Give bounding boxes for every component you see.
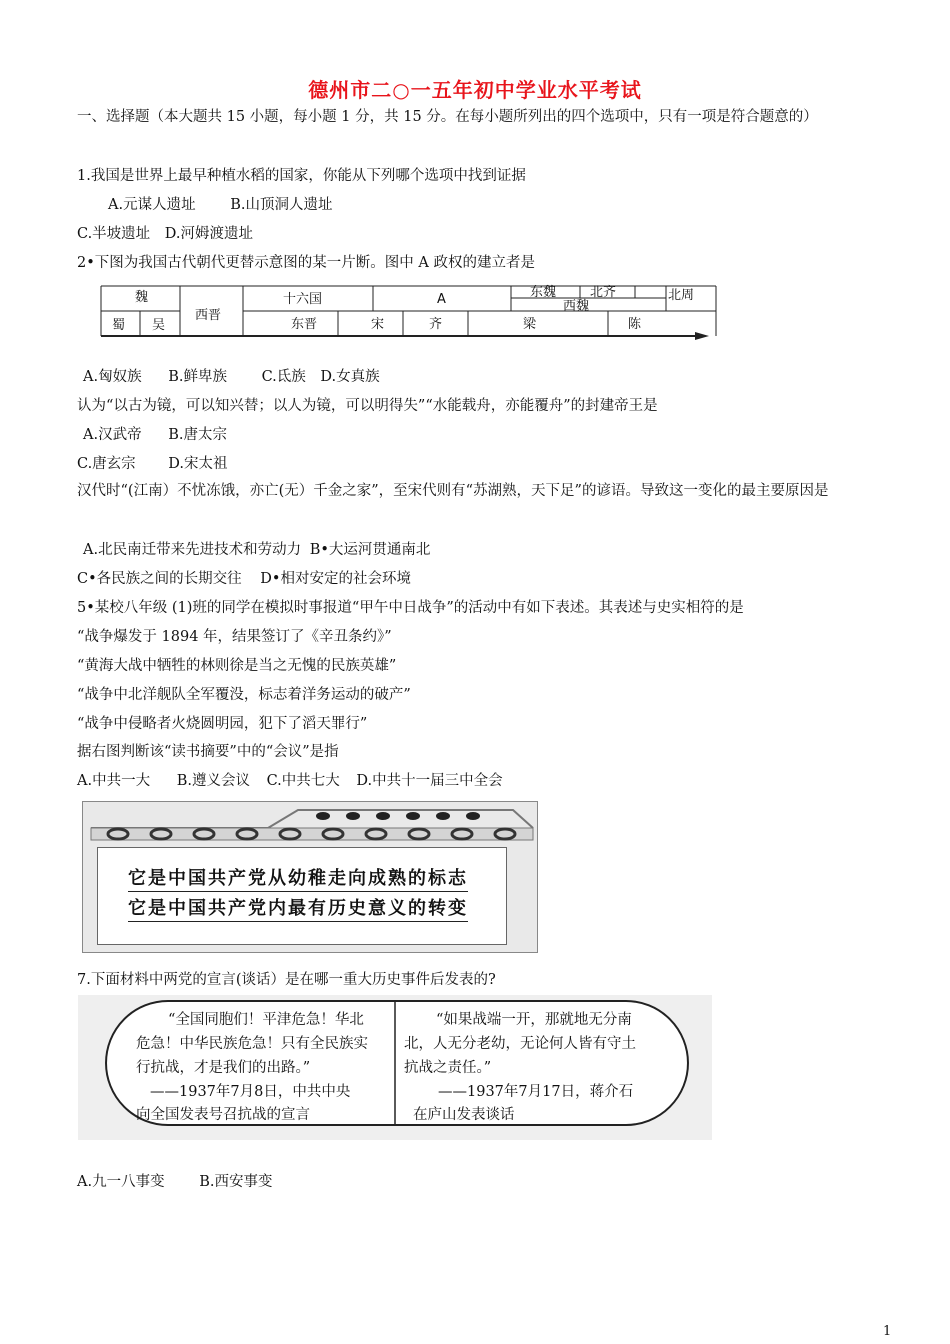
- label-beizhou: 北周: [668, 288, 695, 303]
- option-d[interactable]: D.宋太祖: [168, 456, 228, 472]
- summary-content: [97, 847, 507, 945]
- label-chen: 陈: [628, 317, 642, 332]
- option-c[interactable]: C.氐族: [261, 369, 306, 385]
- timeline-frame: [83, 278, 723, 353]
- label-beiqi: 北齐: [590, 285, 617, 300]
- reading-summary-box: [82, 801, 538, 953]
- question-1-options-row1: [108, 195, 332, 215]
- summary-line-1: 它是中国共产党从幼稚走向成熟的标志: [128, 864, 468, 892]
- label-shu: 蜀: [112, 318, 126, 333]
- option-a[interactable]: A.元谋人遗址: [108, 197, 196, 213]
- option-b[interactable]: B.唐太宗: [168, 427, 227, 443]
- question-7-stem: 7.下面材料中两党的宣言(谈话）是在哪一重大历史事件后发表的?: [77, 972, 496, 988]
- option-c[interactable]: C.唐玄宗: [77, 456, 136, 472]
- question-5-stem: 5•某校八年级 (1)班的同学在模拟时事报道“甲午中日战争”的活动中有如下表述。其表述与史实相符的是: [77, 600, 744, 616]
- label-liang: 梁: [523, 317, 537, 332]
- label-wu: 吴: [152, 318, 166, 333]
- option-a[interactable]: A.汉武帝: [83, 427, 142, 443]
- kmt-speech-line-1: “如果战端一开，那就地无分南: [436, 1012, 632, 1028]
- ccp-declaration-source-2: 向全国发表号召抗战的宣言: [136, 1107, 310, 1123]
- timeline-arrow-head: [695, 332, 709, 340]
- page-title: 德州市二○一五年初中学业水平考试: [308, 78, 642, 102]
- kmt-speech-source-1: ——1937年7月17日，蒋介石: [438, 1084, 634, 1100]
- statement-1[interactable]: “战争爆发于 1894 年，结果签订了《辛丑条约》”: [77, 629, 392, 645]
- question-3-options-row2: [77, 454, 228, 474]
- question-7-options: [77, 1172, 272, 1192]
- section-heading: 一、选择题（本大题共 15 小题，每小题 1 分，共 15 分。在每小题所列出的四个选项中，只有一项是符合题意的）: [77, 109, 818, 125]
- option-d[interactable]: D.女真族: [320, 369, 380, 385]
- statement-3[interactable]: “战争中北洋舰队全军覆没，标志着洋务运动的破产”: [77, 687, 411, 703]
- ccp-declaration-line-3: 行抗战，才是我们的出路。”: [136, 1060, 311, 1076]
- kmt-speech-source-2: 在庐山发表谈话: [413, 1107, 515, 1123]
- question-3-stem: 认为“以古为镜，可以知兴替；以人为镜，可以明得失”“水能载舟，亦能覆舟”的封建帝王是: [77, 398, 658, 414]
- notebook-rings: [83, 802, 539, 848]
- dynasty-timeline: [83, 278, 723, 353]
- question-2-stem: 2•下图为我国古代朝代更替示意图的某一片断。图中 A 政权的建立者是: [77, 255, 535, 271]
- question-4-stem: 汉代时“(江南）不忧冻饿，亦亡(无）千金之家”，至宋代则有“苏湖熟，天下足”的谚语。导致这一变化的最主要原因是: [77, 483, 829, 499]
- question-6-stem: 据右图判断该“读书摘要”中的“会议”是指: [77, 744, 339, 760]
- kmt-speech-line-3: 抗战之责任。”: [404, 1060, 492, 1076]
- label-xiwei: 西魏: [563, 299, 590, 314]
- option-c[interactable]: C.中共七大: [266, 773, 340, 789]
- label-a-regime: A: [437, 292, 446, 307]
- option-b[interactable]: B•大运河贯通南北: [309, 542, 431, 558]
- statement-4[interactable]: “战争中侵略者火烧圆明园，犯下了滔天罪行”: [77, 716, 368, 732]
- declarations-box: [78, 995, 712, 1140]
- ccp-declaration-line-1: “全国同胞们！平津危急！华北: [168, 1012, 364, 1028]
- option-c[interactable]: C.半坡遗址: [77, 226, 151, 242]
- question-1-stem: 1.我国是世界上最早种植水稻的国家，你能从下列哪个选项中找到证据: [77, 168, 526, 184]
- option-a[interactable]: A.九一八事变: [77, 1174, 165, 1190]
- option-d[interactable]: D•相对安定的社会环境: [260, 571, 411, 587]
- ccp-declaration-line-2: 危急！中华民族危急！只有全民族实: [136, 1036, 368, 1052]
- question-4-options-row1: [83, 540, 430, 560]
- question-4-options-row2: [77, 569, 411, 589]
- summary-line-2: 它是中国共产党内最有历史意义的转变: [128, 894, 468, 922]
- label-shiliuguo: 十六国: [283, 292, 323, 307]
- label-song: 宋: [371, 317, 385, 332]
- label-dongjin: 东晋: [291, 317, 318, 332]
- label-qi: 齐: [429, 317, 443, 332]
- option-b[interactable]: B.西安事变: [199, 1174, 273, 1190]
- option-b[interactable]: B.鲜卑族: [168, 369, 227, 385]
- question-2-options: [83, 367, 380, 387]
- question-3-options-row1: [83, 425, 227, 445]
- question-1-options-row2: [77, 224, 253, 244]
- label-xijin: 西晋: [195, 308, 222, 323]
- option-d[interactable]: D.河姆渡遗址: [164, 226, 254, 242]
- question-6-options: [77, 771, 503, 791]
- option-a[interactable]: A.北民南迁带来先进技术和劳动力: [83, 542, 302, 558]
- statement-2[interactable]: “黄海大战中牺牲的林则徐是当之无愧的民族英雄”: [77, 658, 397, 674]
- option-b[interactable]: B.山顶洞人遗址: [230, 197, 333, 213]
- option-b[interactable]: B.遵义会议: [176, 773, 250, 789]
- option-d[interactable]: D.中共十一届三中全会: [356, 773, 503, 789]
- label-dongwei: 东魏: [530, 285, 557, 300]
- page-number: 1: [883, 1324, 892, 1339]
- ccp-declaration-source-1: ——1937年7月8日，中共中央: [150, 1084, 351, 1100]
- kmt-speech-line-2: 北，人无分老幼，无论何人皆有守土: [404, 1036, 636, 1052]
- option-c[interactable]: C•各民族之间的长期交往: [77, 571, 242, 587]
- label-wei: 魏: [135, 290, 149, 305]
- option-a[interactable]: A.中共一大: [77, 773, 151, 789]
- option-a[interactable]: A.匈奴族: [83, 369, 142, 385]
